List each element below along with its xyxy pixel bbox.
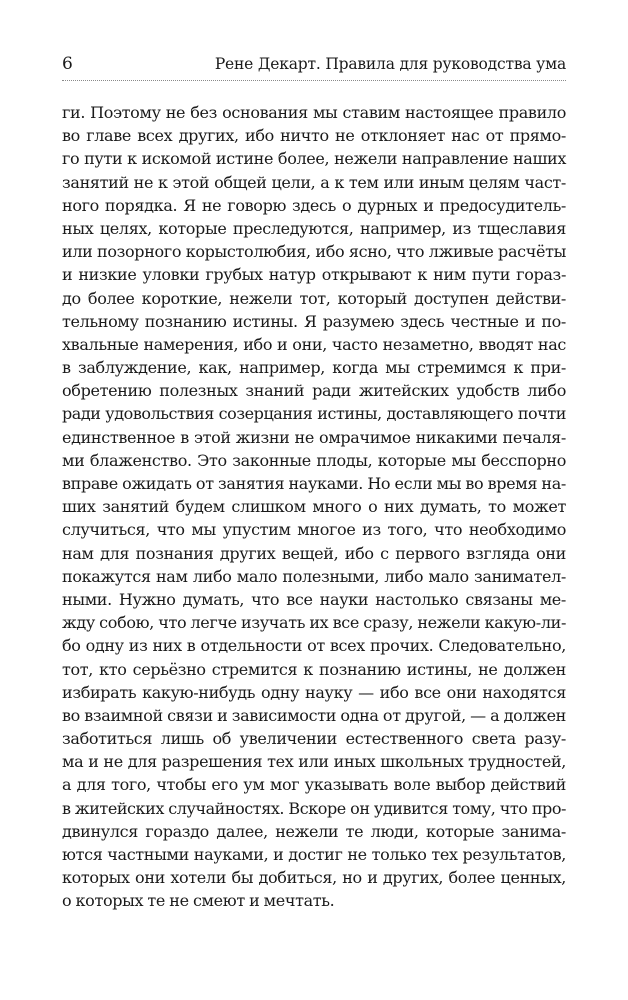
text-line: жду собою, что легче изучать их все сразу, нежели какую-ли-: [62, 613, 566, 633]
text-line: в житейских случайностях. Вскоре он удивится тому, что про-: [62, 798, 566, 818]
text-line: хвальные намерения, ибо и они, часто незаметно, вводят нас: [62, 334, 566, 354]
text-line: ются частными науками, и достиг не только тех результатов,: [62, 845, 566, 864]
text-line: случиться, что мы упустим многое из того, что необходимо: [62, 520, 566, 540]
text-line: во взаимной связи и зависимости одна от другой, — а должен: [62, 705, 566, 725]
text-line: или позорного корыстолюбия, ибо ясно, что лживые расчёты: [62, 242, 566, 262]
text-line: вправе ожидать от занятия науками. Но если мы во время на-: [62, 474, 566, 493]
text-line: обретению полезных знаний ради житейских удобств либо: [62, 381, 566, 401]
text-line: ших занятий будем слишком много о них думать, то может: [62, 497, 566, 517]
body-text: [62, 101, 566, 913]
text-line: тот, кто серьёзно стремится к познанию истины, не должен: [62, 659, 566, 679]
text-line: покажутся нам либо мало полезными, либо мало занимател-: [62, 566, 566, 586]
text-line: ными. Нужно думать, что все науки настолько связаны ме-: [62, 589, 566, 609]
running-head: [62, 50, 566, 81]
text-line: двинулся гораздо далее, нежели те люди, которые занима-: [62, 821, 566, 841]
text-line: а для того, чтобы его ум мог указывать воле выбор действий: [62, 775, 566, 795]
text-line: ми блаженство. Это законные плоды, которые мы бесспорно: [62, 450, 566, 470]
text-line: занятий не к этой общей цели, а к тем или иным целям част-: [62, 172, 566, 192]
text-line: до более короткие, нежели тот, который доступен действи-: [62, 288, 566, 308]
text-line: ги. Поэтому не без основания мы ставим настоящее правило: [62, 103, 566, 122]
text-line: тельному познанию истины. Я разумею здесь честные и по-: [62, 311, 566, 331]
text-line: и низкие уловки грубых натур открывают к ним пути гораз-: [62, 265, 566, 285]
text-line: нам для познания других вещей, ибо с первого взгляда они: [62, 543, 566, 563]
text-line: в заблуждение, как, например, когда мы стремимся к при-: [62, 358, 566, 378]
text-line: избирать какую-нибудь одну науку — ибо все они находятся: [62, 682, 566, 702]
text-line: заботиться лишь об увеличении естественного света разу-: [62, 729, 566, 749]
text-line: ных целях, которые преследуются, например, из тщеславия: [62, 218, 566, 238]
text-line: о которых те не смеют и мечтать.: [62, 891, 335, 911]
text-line: которых они хотели бы добиться, но и других, более ценных,: [62, 868, 566, 888]
text-line: во главе всех других, ибо ничто не отклоняет нас от прямо-: [62, 126, 566, 146]
text-line: единственное в этой жизни не омрачимое никакими печаля-: [62, 427, 566, 447]
text-line: ма и не для разрешения тех или иных школьных трудностей,: [62, 752, 566, 772]
page-number: 6: [62, 54, 73, 74]
text-line: ного порядка. Я не говорю здесь о дурных и предосудитель-: [62, 195, 566, 215]
running-title: Рене Декарт. Правила для руководства ума: [214, 55, 566, 73]
text-line: бо одну из них в отдельности от всех прочих. Следовательно,: [62, 636, 566, 656]
text-line: го пути к искомой истине более, нежели направление наших: [62, 149, 566, 169]
text-line: ради удовольствия созерцания истины, доставляющего почти: [62, 404, 566, 424]
